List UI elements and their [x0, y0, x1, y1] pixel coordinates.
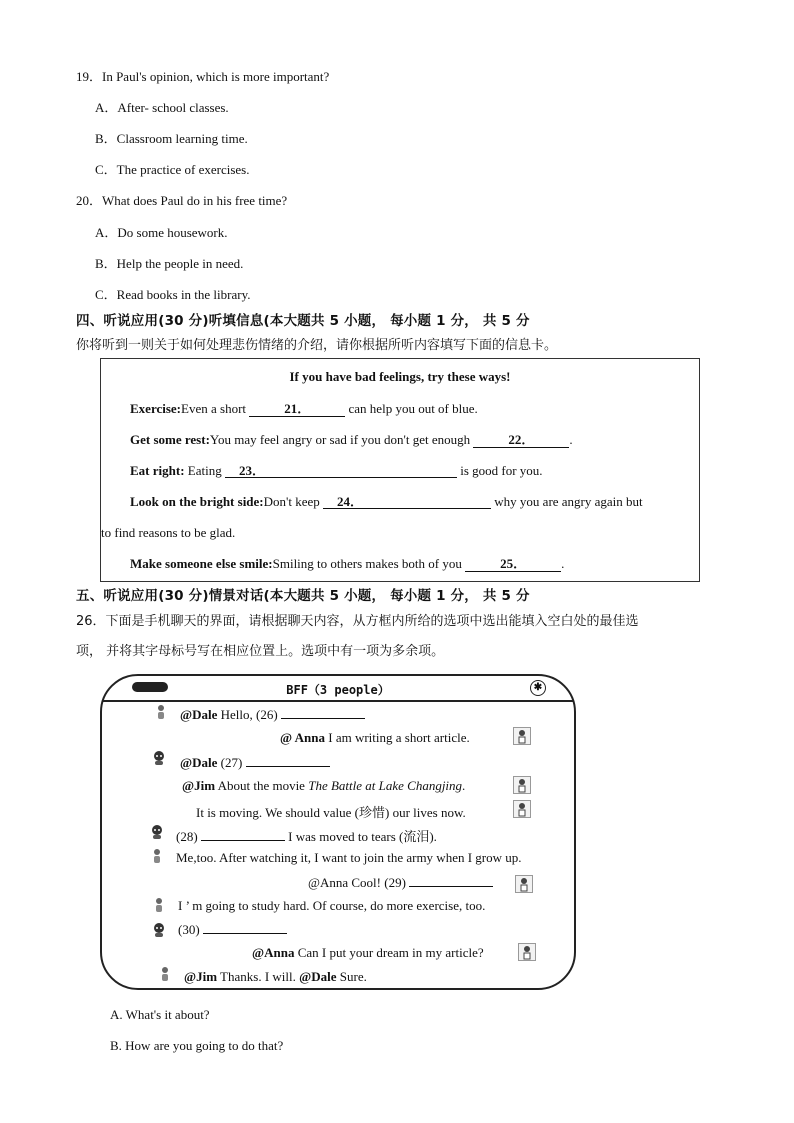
card-label: Eat right:	[130, 463, 185, 478]
mention: @Jim	[184, 969, 218, 984]
q20-option-a: A．Do some housework.	[95, 225, 228, 240]
chat-message: It is moving. We should value (珍惜) our lives now.	[196, 805, 466, 820]
jim-avatar-icon	[150, 848, 164, 864]
answer-blank-26[interactable]	[281, 706, 365, 719]
blank-number: 22．	[508, 432, 535, 447]
mention: @Dale	[180, 755, 218, 770]
chat-message	[182, 778, 465, 794]
q19-option-c: C．The practice of exercises.	[95, 162, 250, 177]
card-row-rest	[130, 432, 573, 448]
chat-message	[178, 921, 287, 938]
answer-blank-27[interactable]	[246, 754, 330, 767]
chat-message	[252, 945, 484, 961]
phone-title-bar	[102, 676, 574, 702]
blank-number: 23．	[238, 463, 265, 478]
message-text: About the movie	[215, 778, 309, 793]
jim-avatar-icon	[154, 704, 168, 720]
chat-message	[308, 874, 493, 891]
dale-avatar-icon	[152, 922, 166, 938]
message-text: .	[462, 778, 466, 793]
card-text: .	[561, 556, 565, 571]
question-26-line1	[76, 610, 639, 629]
blank-number: 24．	[337, 494, 364, 509]
section-5-heading: 五、听说应用(30 分)情景对话(本大题共 5 小题， 每小题 1 分， 共 5 分	[76, 588, 530, 604]
section-4-heading: 四、听说应用(30 分)听填信息(本大题共 5 小题， 每小题 1 分， 共 5 分	[76, 313, 530, 329]
question-19: 19．In Paul's opinion, which is more important?	[76, 69, 330, 84]
message-text: Sure.	[336, 969, 367, 984]
card-label: Exercise:	[130, 401, 182, 416]
q20-option-c: C．Read books in the library.	[95, 287, 251, 302]
chat-message	[280, 730, 470, 746]
card-text: Even a short	[181, 401, 250, 416]
chat-message	[176, 826, 437, 845]
card-label: Get some rest:	[130, 432, 210, 447]
card-text: Eating	[184, 463, 225, 478]
card-row-eat	[130, 463, 543, 479]
mention: @Anna	[252, 945, 295, 960]
dale-avatar-icon	[152, 750, 166, 766]
card-label: Look on the bright side:	[130, 494, 264, 509]
message-text: Thanks. I will.	[217, 969, 300, 984]
answer-blank-28[interactable]	[201, 828, 285, 841]
message-text: I was moved to tears (流泪).	[284, 829, 437, 844]
chat-message: I ’ m going to study hard. Of course, do more exercise, too.	[178, 898, 486, 913]
message-text: I am writing a short article.	[324, 730, 470, 745]
mention: @ Anna	[280, 730, 325, 745]
answer-blank-22[interactable]	[473, 433, 569, 448]
chat-message: Me,too. After watching it, I want to join the army when I grow up.	[176, 850, 522, 865]
card-row-continuation: to find reasons to be glad.	[101, 525, 236, 540]
anna-avatar-icon	[518, 943, 536, 961]
mention: @Dale	[299, 969, 337, 984]
anna-avatar-icon	[515, 875, 533, 893]
card-text: Don't keep	[263, 494, 324, 509]
gear-icon[interactable]: ✱	[530, 680, 546, 696]
answer-blank-30[interactable]	[203, 921, 287, 934]
jim-avatar-icon	[152, 897, 166, 913]
card-text: can help you out of blue.	[345, 401, 478, 416]
info-card	[100, 358, 700, 582]
card-row-smile	[130, 556, 564, 572]
answer-blank-23[interactable]	[225, 464, 457, 478]
option-b: B. How are you going to do that?	[110, 1038, 284, 1053]
jim-avatar-icon	[158, 966, 172, 982]
card-text: .	[569, 432, 573, 447]
message-text: (27)	[217, 755, 246, 770]
chat-message	[180, 754, 330, 771]
mention: @Jim	[182, 778, 216, 793]
q19-option-b: B．Classroom learning time.	[95, 131, 248, 146]
blank-number: 21．	[284, 401, 311, 416]
anna-avatar-icon	[513, 800, 531, 818]
anna-avatar-icon	[513, 727, 531, 745]
q20-option-b: B．Help the people in need.	[95, 256, 244, 271]
message-text: Hello, (26)	[217, 707, 281, 722]
chat-message	[184, 969, 367, 985]
card-row-bright-side	[130, 494, 643, 510]
message-text: (30)	[178, 922, 203, 937]
section-4-instruction: 你将听到一则关于如何处理悲伤情绪的介绍，请你根据所听内容填写下面的信息卡。	[76, 338, 558, 353]
answer-blank-24[interactable]	[323, 495, 491, 509]
chat-message	[180, 706, 365, 723]
info-card-title: If you have bad feelings, try these ways!	[289, 369, 511, 384]
message-text: @Anna Cool! (29)	[308, 875, 410, 890]
message-text: (28)	[176, 829, 201, 844]
mention: @Dale	[180, 707, 218, 722]
dale-avatar-icon	[150, 824, 164, 840]
card-row-exercise	[130, 401, 478, 417]
card-text: is good for you.	[456, 463, 543, 478]
message-text: Can I put your dream in my article?	[294, 945, 484, 960]
question-26-line2: 项， 并将其字母标号写在相应位置上。选项中有一项为多余项。	[76, 644, 445, 659]
answer-blank-25[interactable]	[465, 557, 561, 572]
option-a: A. What's it about?	[110, 1007, 210, 1022]
card-label: Make someone else smile:	[130, 556, 273, 571]
q19-option-a: A．After- school classes.	[95, 100, 229, 115]
movie-title: The Battle at Lake Changjing	[308, 778, 463, 793]
anna-avatar-icon	[513, 776, 531, 794]
answer-blank-21[interactable]	[249, 402, 345, 417]
card-text: You may feel angry or sad if you don't get enough	[209, 432, 474, 447]
question-20: 20．What does Paul do in his free time?	[76, 193, 288, 208]
answer-blank-29[interactable]	[409, 874, 493, 887]
chat-title: BFF（3 people）	[286, 683, 390, 697]
question-26-text: 26．下面是手机聊天的界面，请根据聊天内容，从方框内所给的选项中选出能填入空白处的最佳选	[76, 614, 639, 629]
blank-number: 25．	[500, 556, 527, 571]
card-text: Smiling to others makes both of you	[272, 556, 466, 571]
card-text: why you are angry again but	[491, 494, 643, 509]
